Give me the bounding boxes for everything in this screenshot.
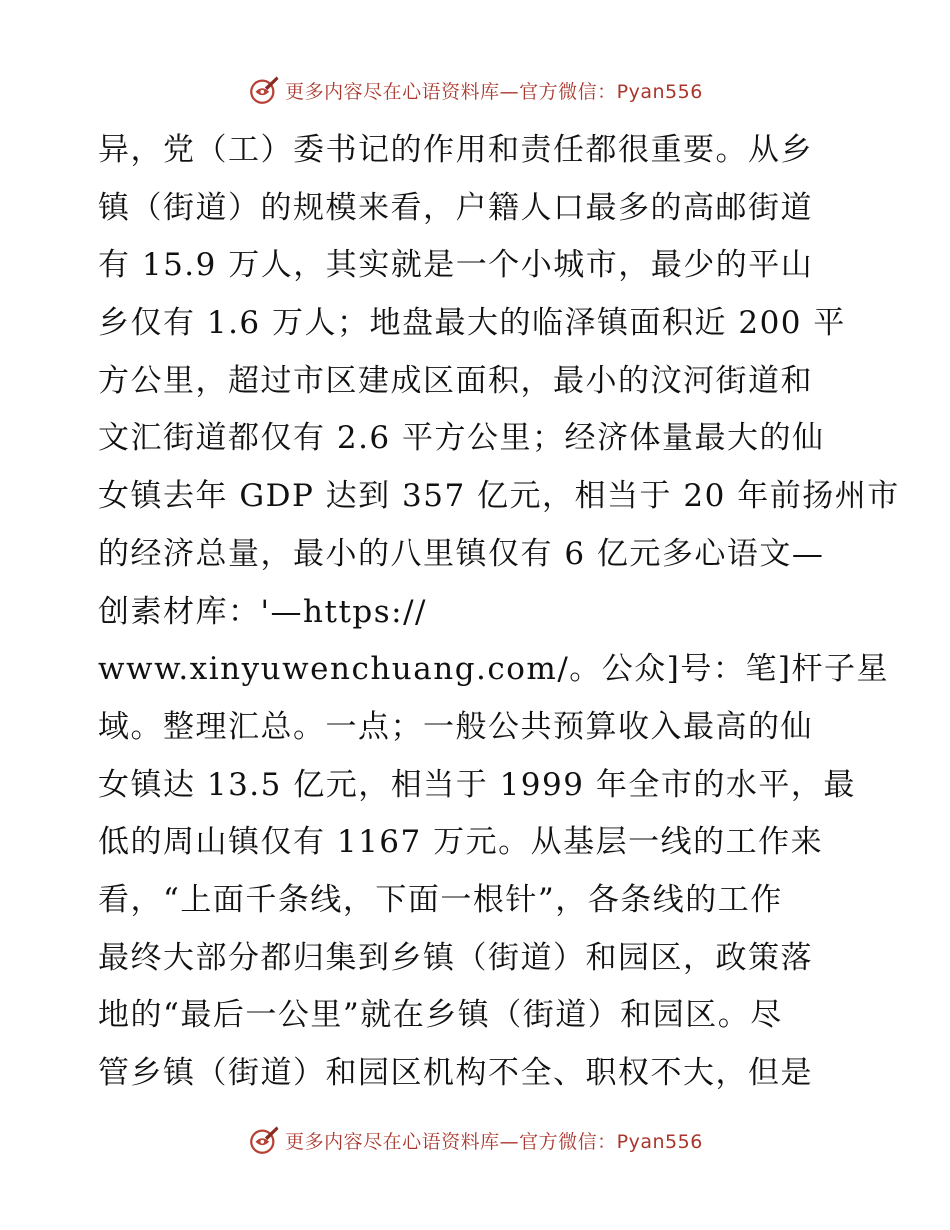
body-line: 女镇达 13.5 亿元，相当于 1999 年全市的水平，最	[98, 766, 856, 803]
body-line: 乡仅有 1.6 万人；地盘最大的临泽镇面积近 200 平	[98, 305, 846, 342]
footer-banner	[0, 1120, 950, 1160]
pen-nib-logo-icon	[247, 1123, 281, 1157]
document-body	[98, 122, 900, 1103]
body-line: 文汇街道都仅有 2.6 平方公里；经济体量最大的仙	[98, 420, 825, 457]
body-line: 看，“上面千条线，下面一根针”，各条线的工作	[98, 881, 783, 918]
body-line: 镇（街道）的规模来看，户籍人口最多的高邮街道	[98, 189, 813, 226]
body-line: 异，党（工）委书记的作用和责任都很重要。从乡	[98, 132, 813, 168]
body-line: www.xinyuwenchuang.com/。公众]号：笔]杆子星	[98, 651, 889, 688]
body-line: 最终大部分都归集到乡镇（街道）和园区，政策落	[98, 939, 813, 976]
pen-nib-logo-icon	[247, 73, 281, 107]
body-line: 低的周山镇仅有 1167 万元。从基层一线的工作来	[98, 824, 824, 861]
header-banner-text: 更多内容尽在心语资料库—官方微信：Pyan556	[285, 80, 703, 103]
body-line: 的经济总量，最小的八里镇仅有 6 亿元多心语文—	[98, 535, 825, 572]
body-line: 域。整理汇总。一点；一般公共预算收入最高的仙	[98, 708, 813, 745]
body-line: 女镇去年 GDP 达到 357 亿元，相当于 20 年前扬州市	[98, 478, 900, 515]
header-banner	[0, 70, 950, 110]
body-line: 创素材库：'—https://	[98, 593, 427, 630]
body-line: 有 15.9 万人，其实就是一个小城市，最少的平山	[98, 247, 814, 284]
body-line: 方公里，超过市区建成区面积，最小的汶河街道和	[98, 362, 813, 399]
body-line: 地的“最后一公里”就在乡镇（街道）和园区。尽	[98, 997, 783, 1034]
body-line: 管乡镇（街道）和园区机构不全、职权不大，但是	[98, 1055, 813, 1091]
footer-banner-text: 更多内容尽在心语资料库—官方微信：Pyan556	[285, 1130, 703, 1153]
